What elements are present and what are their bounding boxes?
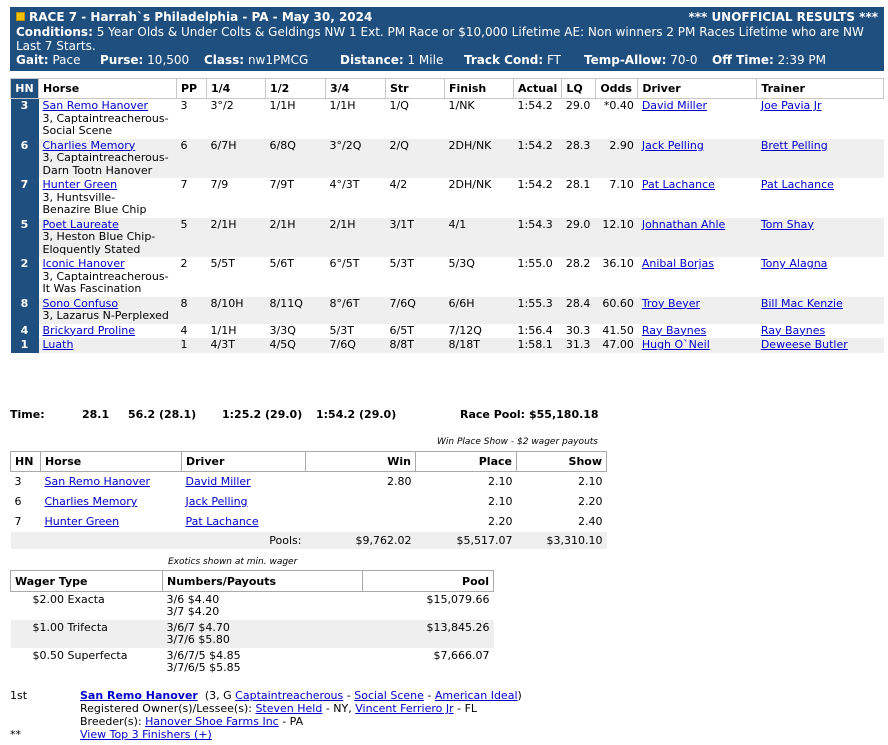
call-stretch: 3/1T: [386, 218, 445, 258]
pools-label: Pools:: [182, 532, 306, 549]
pedigree-line: 3, Captaintreacherous-: [42, 269, 169, 283]
distance-value: 1 Mile: [407, 53, 444, 67]
horse-link[interactable]: San Remo Hanover: [42, 99, 149, 112]
call-quarter: 5/5T: [210, 257, 235, 270]
track-cond-value: FT: [546, 53, 561, 67]
wps-win: [306, 512, 416, 532]
wps-row: [11, 492, 607, 512]
call-stretch: 7/6Q: [386, 297, 445, 324]
payout-line: 3/7/6/5 $5.85: [166, 661, 241, 674]
driver-link[interactable]: Hugh O`Neil: [641, 338, 710, 351]
call-stretch: 6/5T: [389, 323, 414, 337]
hn-badge: 7: [11, 178, 39, 218]
wps-hn: 7: [14, 515, 22, 528]
col-odds: Odds: [596, 79, 638, 99]
call-stretch: 4/2: [389, 178, 408, 191]
results-header-row: [11, 79, 884, 99]
pool-place: $5,517.07: [416, 532, 517, 549]
conditions-text: 5 Year Olds & Under Colts & Geldings NW 1 Ext. PM Race or $10,000 Lifetime AE: Non winners 2 PM Races Lifetime who are NW Last 7 Starts.: [16, 25, 864, 53]
call-half: 1/1H: [269, 99, 296, 112]
call-quarter: 4/3T: [207, 338, 266, 353]
finish: 5/3Q: [448, 257, 475, 270]
pedigree-line: Darn Tootn Hanover: [42, 163, 153, 177]
race-pool-value: $55,180.18: [529, 408, 599, 421]
hn-badge: 4: [11, 324, 39, 339]
payout-line: 3/7/6 $5.80: [166, 633, 230, 646]
payout-line: 3/6 $4.40: [166, 593, 220, 606]
call-three-quarter: 8°/6T: [326, 297, 386, 324]
wager-type: $2.00 Exacta: [32, 593, 105, 606]
call-half: 4/5Q: [266, 338, 326, 353]
call-half: 6/8Q: [266, 139, 326, 179]
pedigree-line: Benazire Blue Chip: [42, 203, 147, 216]
exotics-caption: Exotics shown at min. wager: [168, 557, 298, 567]
wps-col-horse: Horse: [41, 452, 182, 472]
trainer-link[interactable]: Pat Lachance: [760, 178, 834, 191]
result-row: [11, 324, 884, 339]
horse-link[interactable]: Poet Laureate: [42, 217, 119, 231]
gait-value: Pace: [52, 53, 81, 67]
breeder-link[interactable]: Hanover Shoe Farms Inc: [145, 715, 279, 728]
view-top3-link[interactable]: View Top 3 Finishers (+): [80, 728, 212, 741]
call-three-quarter: 1/1H: [329, 99, 356, 112]
finish: 6/6H: [445, 297, 514, 324]
result-row: [11, 178, 884, 218]
owner-location: - FL: [457, 702, 478, 715]
result-row: [11, 99, 884, 139]
off-time-value: 2:39 PM: [777, 53, 827, 67]
wps-caption: Win Place Show - $2 wager payouts: [437, 437, 598, 447]
distance-label: Distance:: [340, 53, 404, 67]
col-pp: PP: [177, 79, 207, 99]
wps-horse-link[interactable]: Charlies Memory: [44, 495, 138, 508]
result-row: [11, 218, 884, 258]
trainer-link[interactable]: Joe Pavia Jr: [760, 99, 822, 112]
breeder-label: Breeder(s):: [80, 715, 142, 728]
wps-col-driver: Driver: [182, 452, 306, 472]
purse-value: 10,500: [147, 53, 190, 67]
actual-time: 1:56.4: [517, 323, 553, 337]
exo-col-numbers: Numbers/Payouts: [163, 571, 363, 592]
last-quarter: 29.0: [565, 99, 591, 112]
race-title: RACE 7 - Harrah`s Philadelphia - PA - May 30, 2024: [29, 10, 373, 24]
winner-age-sex: (3, G: [204, 689, 232, 702]
finish: 1/NK: [448, 99, 475, 112]
wps-horse-link[interactable]: Hunter Green: [44, 515, 120, 528]
odds: 36.10: [602, 257, 634, 270]
actual-time: 1:58.1: [514, 338, 562, 353]
pedigree-line: 3, Huntsville-: [42, 190, 116, 204]
class-label: Class:: [204, 53, 245, 67]
wps-col-place: Place: [416, 452, 517, 472]
wps-show: 2.40: [578, 515, 603, 528]
wager-type: $1.00 Trifecta: [11, 620, 163, 648]
wager-pool: $7,666.07: [433, 649, 490, 662]
horse-link[interactable]: Brickyard Proline: [42, 323, 136, 337]
result-row: [11, 338, 884, 353]
odds: 12.10: [596, 218, 638, 258]
last-quarter: 29.0: [562, 218, 596, 258]
wps-col-hn: HN: [11, 452, 41, 472]
wps-win: 2.80: [387, 475, 412, 489]
purse-label: Purse:: [100, 53, 144, 67]
pool-show: $3,310.10: [517, 532, 607, 549]
wps-place: 2.20: [488, 515, 513, 528]
exotics-row: [11, 620, 494, 648]
col-lq: LQ: [562, 79, 596, 99]
wps-place: 2.10: [488, 475, 513, 489]
call-three-quarter: 6°/5T: [329, 257, 360, 270]
post-position: 3: [180, 99, 188, 112]
exo-col-pool: Pool: [363, 571, 494, 592]
last-quarter: 28.1: [565, 178, 591, 191]
odds: 2.90: [596, 139, 638, 179]
exotics-row: [11, 592, 494, 621]
class-value: nw1PMCG: [247, 53, 309, 67]
footnote-stars: **: [10, 728, 21, 741]
col-hn: HN: [11, 79, 39, 99]
call-three-quarter: 7/6Q: [326, 338, 386, 353]
last-quarter: 28.3: [562, 139, 596, 179]
trainer-link[interactable]: Tom Shay: [760, 217, 814, 231]
pedigree-line: 3, Heston Blue Chip-: [42, 230, 156, 243]
wps-hn: 3: [14, 475, 22, 489]
horse-link[interactable]: Hunter Green: [42, 178, 118, 191]
finish: 4/1: [445, 218, 514, 258]
wps-show: 2.20: [578, 495, 603, 508]
call-three-quarter: 5/3T: [329, 323, 354, 337]
call-quarter: 6/7H: [207, 139, 266, 179]
hn-badge: 6: [11, 139, 39, 179]
pedigree-line: 3, Captaintreacherous-: [42, 111, 169, 125]
sire-link[interactable]: Captaintreacherous: [235, 689, 344, 702]
call-three-quarter: 3°/2Q: [326, 139, 386, 179]
col-actual: Actual: [514, 79, 562, 99]
post-position: 5: [177, 218, 207, 258]
horse-link[interactable]: Luath: [42, 338, 74, 351]
pedigree-line: Social Scene: [42, 124, 113, 137]
trainer-link[interactable]: Tony Alagna: [760, 257, 828, 270]
pedigree-line: Eloquently Stated: [42, 242, 141, 256]
actual-time: 1:54.2: [517, 99, 553, 112]
time-quarter: 28.1: [82, 408, 110, 421]
horse-link[interactable]: Iconic Hanover: [42, 257, 125, 270]
actual-time: 1:54.2: [514, 139, 562, 179]
last-quarter: 30.3: [565, 323, 591, 337]
actual-time: 1:55.0: [517, 257, 553, 270]
winner-name-link[interactable]: San Remo Hanover: [80, 689, 198, 702]
track-cond-label: Track Cond:: [464, 53, 544, 67]
payout-line: 3/7 $4.20: [166, 605, 220, 618]
last-quarter: 28.4: [562, 297, 596, 324]
trainer-link[interactable]: Bill Mac Kenzie: [760, 296, 843, 310]
exo-col-type: Wager Type: [11, 571, 163, 592]
col-half: 1/2: [266, 79, 326, 99]
finish: 8/18T: [445, 338, 514, 353]
results-table: [10, 78, 884, 353]
time-label: Time:: [10, 408, 45, 421]
square-icon: [16, 12, 25, 21]
call-half: 2/1H: [266, 218, 326, 258]
horse-link[interactable]: Charlies Memory: [42, 138, 136, 152]
race-pool-label: Race Pool:: [460, 408, 526, 421]
call-quarter: 1/1H: [210, 323, 237, 337]
wps-horse-link[interactable]: San Remo Hanover: [44, 475, 151, 489]
post-position: 8: [177, 297, 207, 324]
post-position: 4: [180, 323, 188, 337]
trainer-link[interactable]: Brett Pelling: [760, 138, 828, 152]
wps-driver-link[interactable]: Pat Lachance: [185, 515, 259, 528]
race-header: [10, 7, 884, 71]
wps-pools-row: [11, 532, 607, 549]
actual-time: 1:55.3: [514, 297, 562, 324]
call-half: 8/11Q: [266, 297, 326, 324]
winner-place: 1st: [10, 689, 28, 702]
off-time-label: Off Time:: [712, 53, 774, 67]
call-half: 5/6T: [269, 257, 294, 270]
call-three-quarter: 2/1H: [326, 218, 386, 258]
temp-allow-value: 70-0: [670, 53, 698, 67]
wager-pool: $15,079.66: [426, 593, 490, 606]
wps-col-show: Show: [517, 452, 607, 472]
wps-row: [11, 472, 607, 492]
driver-link[interactable]: David Miller: [641, 99, 708, 112]
pedigree-line: It Was Fascination: [42, 282, 142, 295]
wps-show: 2.10: [578, 475, 603, 489]
call-half: 3/3Q: [269, 323, 296, 337]
gait-label: Gait:: [16, 53, 49, 67]
exotics-row: [11, 648, 494, 676]
time-half: 56.2 (28.1): [128, 408, 197, 421]
hn-badge: 2: [11, 257, 39, 297]
hn-badge: 5: [11, 218, 39, 258]
owner-link[interactable]: Steven Held: [255, 702, 323, 715]
wps-place: 2.10: [488, 495, 513, 508]
col-horse: Horse: [39, 79, 177, 99]
call-quarter: 7/9: [210, 178, 229, 191]
owners-label: Registered Owner(s)/Lessee(s):: [80, 702, 252, 715]
odds: 60.60: [596, 297, 638, 324]
call-stretch: 8/8T: [386, 338, 445, 353]
wps-hn: 6: [14, 495, 22, 508]
time-three-quarter: 1:25.2 (29.0): [222, 408, 303, 421]
call-stretch: 1/Q: [389, 99, 409, 112]
col-finish: Finish: [445, 79, 514, 99]
dam-link[interactable]: Social Scene: [354, 689, 424, 702]
hn-badge: 8: [11, 297, 39, 324]
call-quarter: 2/1H: [207, 218, 266, 258]
finish: 7/12Q: [448, 323, 482, 337]
owner-link[interactable]: Vincent Ferriero Jr: [355, 702, 454, 715]
call-half: 7/9T: [269, 178, 294, 191]
exotics-table: [10, 570, 494, 676]
odds: *0.40: [603, 99, 634, 112]
actual-time: 1:54.2: [517, 178, 553, 191]
damsire-link[interactable]: American Ideal: [434, 689, 518, 702]
call-stretch: 2/Q: [386, 139, 445, 179]
post-position: 1: [177, 338, 207, 353]
actual-time: 1:54.3: [514, 218, 562, 258]
wager-pool: $13,845.26: [363, 620, 494, 648]
result-row: [11, 297, 884, 324]
time-final: 1:54.2 (29.0): [316, 408, 397, 421]
col-trainer: Trainer: [757, 79, 884, 99]
driver-link[interactable]: Troy Beyer: [641, 296, 701, 310]
pool-win: $9,762.02: [306, 532, 416, 549]
pedigree-line: 3, Captaintreacherous-: [42, 151, 169, 164]
horse-link[interactable]: Sono Confuso: [42, 296, 119, 310]
post-position: 2: [180, 257, 188, 270]
call-three-quarter: 4°/3T: [329, 178, 360, 191]
last-quarter: 28.2: [565, 257, 591, 270]
hn-badge: 3: [11, 99, 39, 139]
wps-driver-link[interactable]: David Miller: [185, 475, 251, 489]
post-position: 7: [180, 178, 188, 191]
call-stretch: 5/3T: [389, 257, 414, 270]
col-driver: Driver: [638, 79, 757, 99]
odds: 41.50: [602, 323, 634, 337]
wager-type: $0.50 Superfecta: [32, 649, 128, 662]
trainer-link[interactable]: Deweese Butler: [760, 338, 848, 351]
conditions-label: Conditions:: [16, 25, 93, 39]
result-row: [11, 139, 884, 179]
temp-allow-label: Temp-Allow:: [584, 53, 667, 67]
wps-header-row: [11, 452, 607, 472]
last-quarter: 31.3: [562, 338, 596, 353]
odds: 47.00: [596, 338, 638, 353]
post-position: 6: [177, 139, 207, 179]
race-info-row: [16, 53, 878, 68]
driver-link[interactable]: Jack Pelling: [641, 138, 704, 152]
owner-location: - NY,: [325, 702, 352, 715]
result-row: [11, 257, 884, 297]
race-conditions: [16, 25, 878, 53]
col-quarter: 1/4: [207, 79, 266, 99]
results-status: *** UNOFFICIAL RESULTS ***: [688, 10, 878, 24]
wps-win: [306, 492, 416, 512]
call-quarter: 3°/2: [210, 99, 234, 112]
wps-driver-link[interactable]: Jack Pelling: [185, 495, 248, 508]
col-stretch: Str: [386, 79, 445, 99]
breeder-location: - PA: [282, 715, 304, 728]
pedigree-line: 3, Lazarus N-Perplexed: [42, 309, 169, 322]
driver-link[interactable]: Ray Baynes: [641, 323, 707, 337]
wps-row: [11, 512, 607, 532]
driver-link[interactable]: Pat Lachance: [641, 178, 715, 191]
driver-link[interactable]: Johnathan Ahle: [641, 217, 726, 231]
call-quarter: 8/10H: [207, 297, 266, 324]
payout-line: 3/6/7 $4.70: [166, 621, 230, 634]
payout-line: 3/6/7/5 $4.85: [166, 649, 241, 662]
trainer-link[interactable]: Ray Baynes: [760, 323, 826, 337]
wps-col-win: Win: [306, 452, 416, 472]
finish: 2DH/NK: [448, 178, 492, 191]
col-three-quarter: 3/4: [326, 79, 386, 99]
hn-badge: 1: [11, 338, 39, 353]
win-place-show-table: [10, 451, 607, 549]
driver-link[interactable]: Anibal Borjas: [641, 257, 714, 270]
exotics-header-row: [11, 571, 494, 592]
odds: 7.10: [609, 178, 634, 191]
finish: 2DH/NK: [445, 139, 514, 179]
